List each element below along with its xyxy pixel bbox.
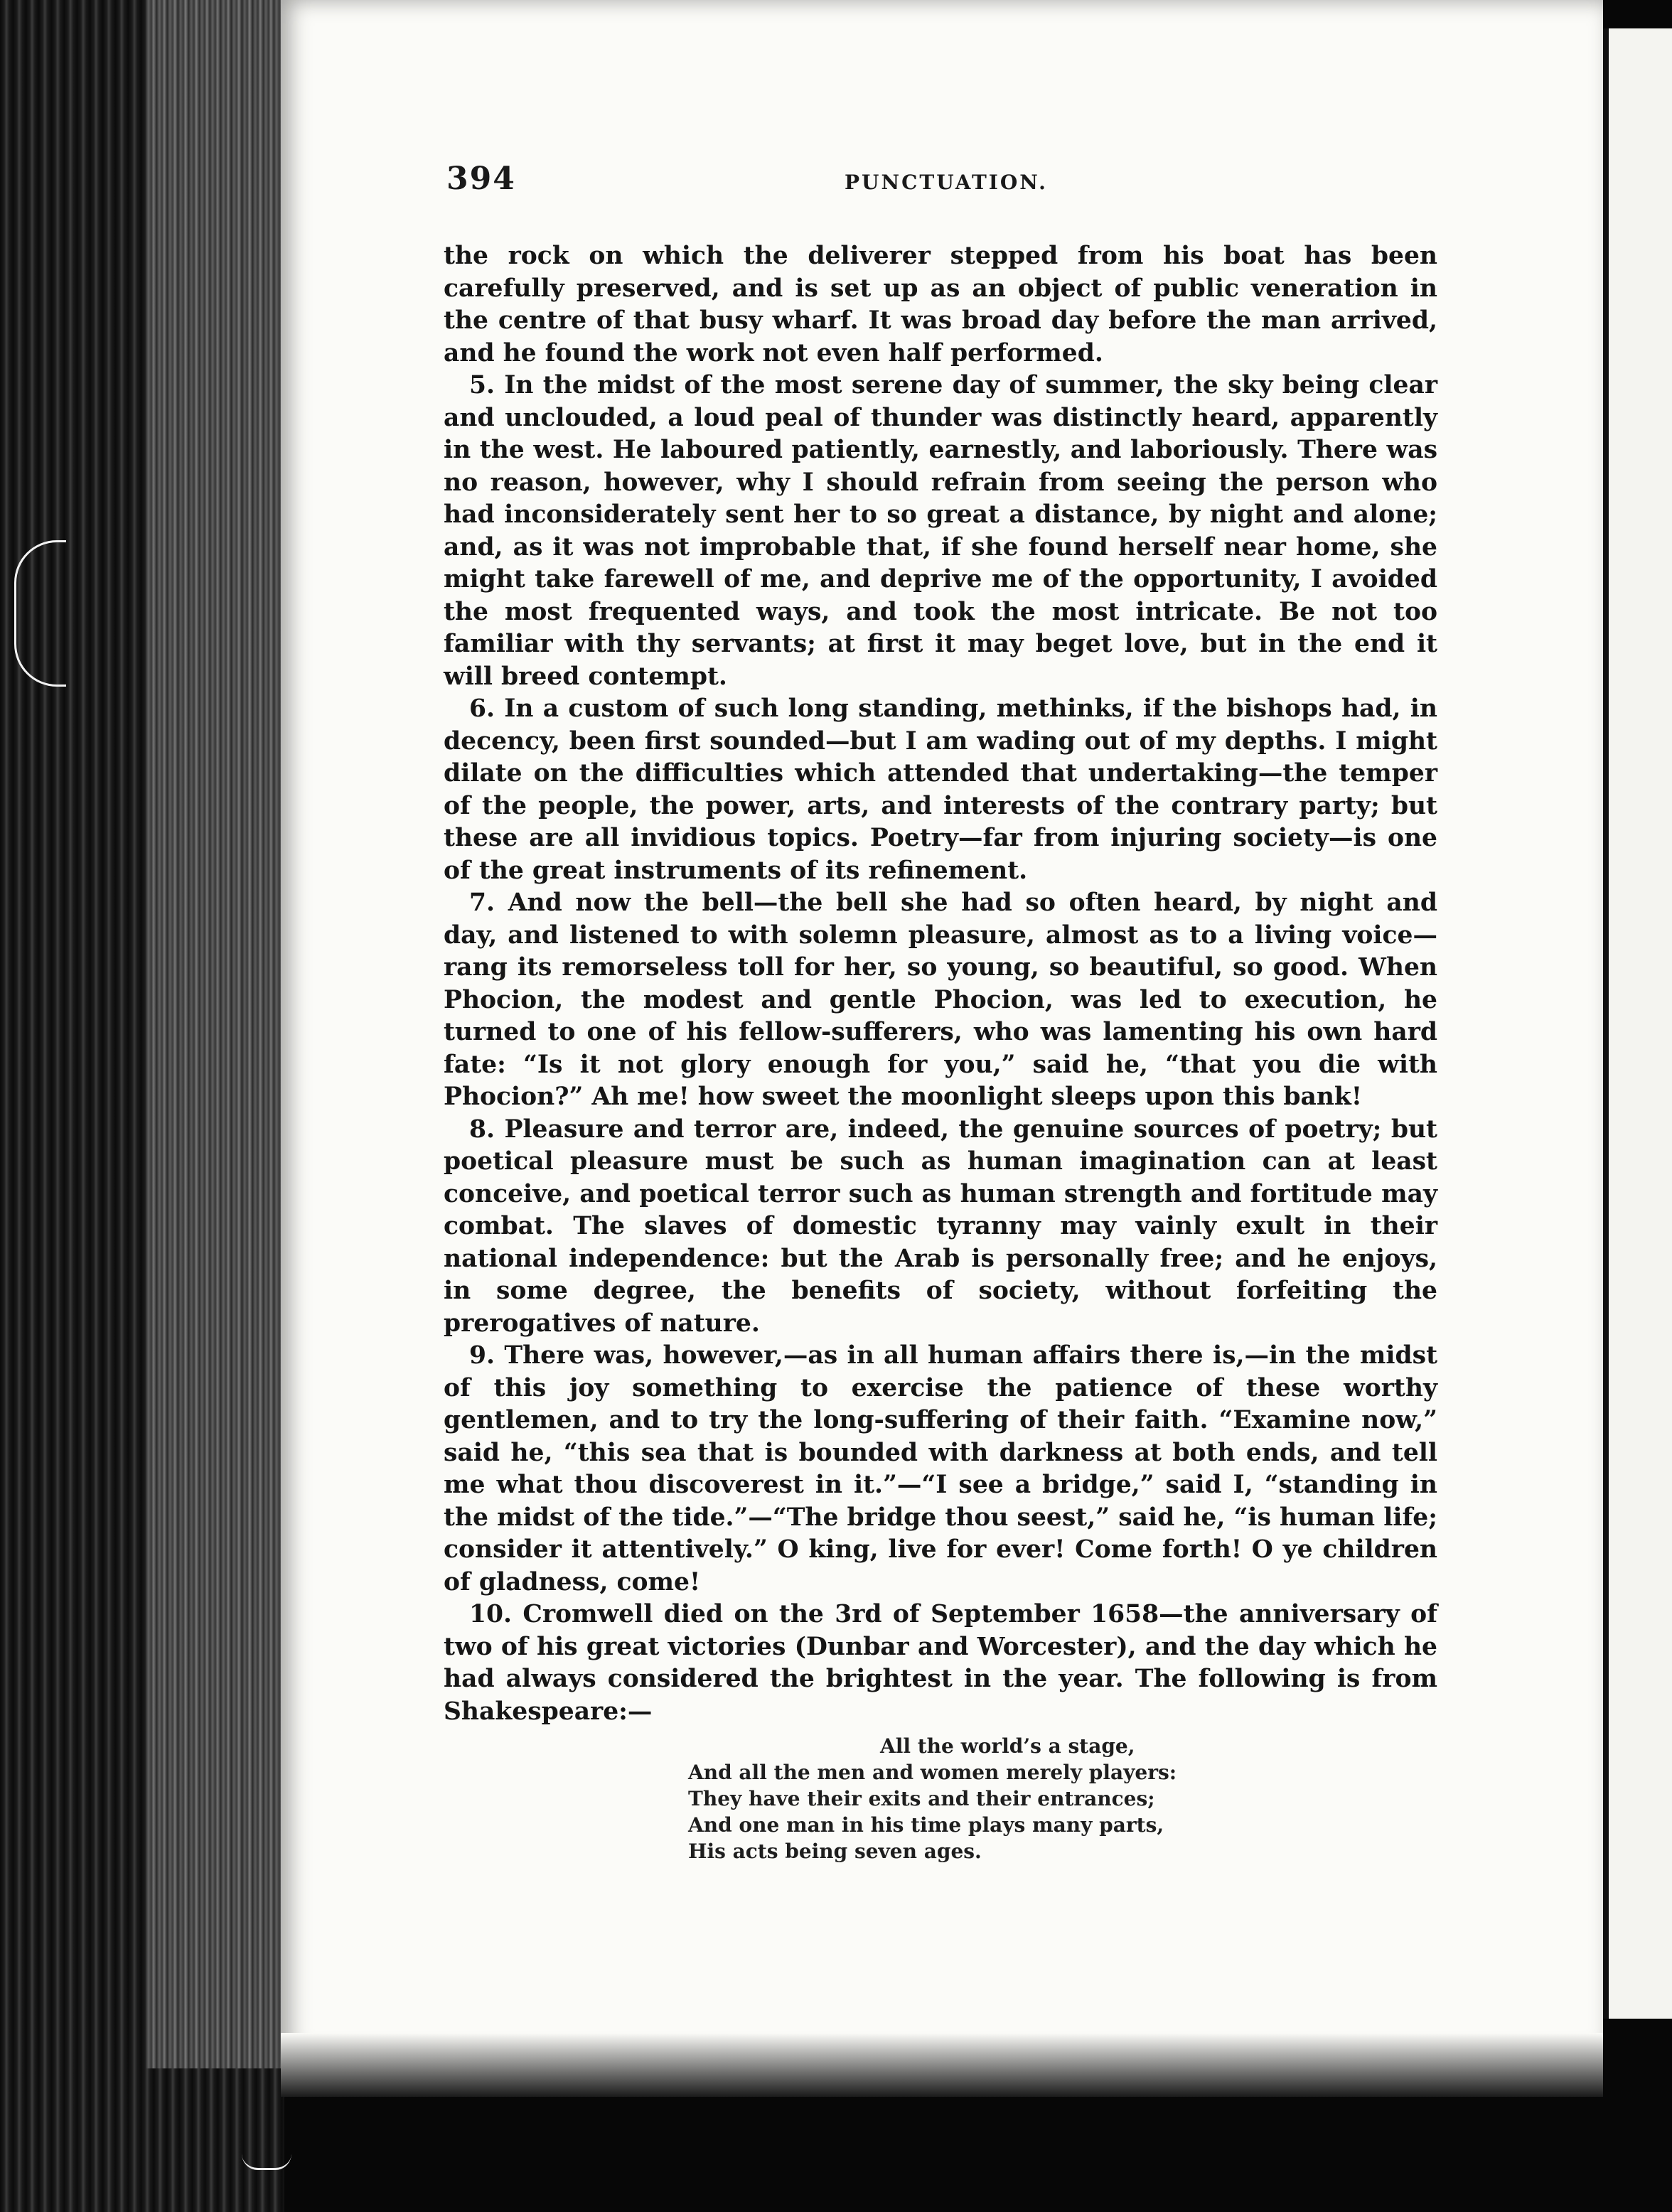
paragraph: [444, 693, 1437, 887]
paragraph-text: the rock on which the deliverer stepped from his boat has been carefully preserved, and is set up as an object of public veneration in the centre of that busy wharf. It was broad day before the man arrived, and he found the work not even half performed.: [444, 242, 1437, 367]
paragraph-number: 6.: [469, 694, 495, 723]
poem-line: And all the men and women merely players:: [688, 1761, 1177, 1784]
page-number: 394: [446, 161, 516, 197]
paragraph-text: And now the bell—the bell she had so often heard, by night and day, and listened to with solemn pleasure, almost as to a living voice—rang its remorseless toll for her, so young, so beautiful, so good. When Phocion, the modest and gentle Phocion, was led to execution, he turned to one of his fellow-sufferers, who was lamenting his own hard fate: “Is it not glory enough for you,” said he, “that you die with Phocion?” Ah me! how sweet the moonlight sleeps upon this bank!: [444, 888, 1437, 1111]
page-edges: [146, 0, 281, 2068]
paragraph: [444, 887, 1437, 1114]
poem-line: His acts being seven ages.: [688, 1840, 982, 1863]
page-title: PUNCTUATION.: [845, 171, 1048, 194]
paragraph-text: In the midst of the most serene day of summer, the sky being clear and unclouded, a loud peal of thunder was distinctly heard, apparently in the west. He laboured patiently, earnestly, and laboriously. There was no reason, however, why I should refrain from seeing the person who had inconsiderately sent her to so great a distance, by night and alone; and, as it was not improbable that, if she found herself near home, she might take farewell of me, and deprive me of the opportunity, I avoided the most frequented ways, and took the most intricate. Be not too familiar with thy servants; at first it may beget love, but in the end it will breed contempt.: [444, 371, 1437, 691]
running-head: [446, 161, 1442, 210]
paragraph-number: 5.: [469, 371, 495, 399]
paragraph: [444, 370, 1437, 693]
page-bottom-shadow: [281, 2033, 1603, 2097]
paragraph-text: Cromwell died on the 3rd of September 1658—the anniversary of two of his great victories (Dunbar and Worcester), and the day which he had always considered the brightest in the year. The following is from Shakespeare:—: [444, 1600, 1438, 1726]
paragraph-number: 8.: [469, 1115, 495, 1144]
poem-line: And one man in his time plays many parts,: [688, 1813, 1164, 1837]
paragraph: [444, 1340, 1437, 1599]
poem-line: They have their exits and their entrances;: [688, 1787, 1155, 1810]
margin-mark: [14, 540, 66, 687]
poem-quotation: [688, 1733, 1328, 1864]
right-page-border: [1603, 28, 1609, 2019]
paragraph-text: There was, however,—as in all human affairs there is,—in the midst of this joy something to exercise the patience of these worthy gentlemen, and to try the long-suffering of their faith. “Examine now,” said he, “this sea that is bounded with darkness at both ends, and tell me what thou discoverest in it.”—“I see a bridge,” said I, “standing in the midst of the tide.”—“The bridge thou seest,” said he, “is human life; consider it attentively.” O king, live for ever! Come forth! O ye children of gladness, come!: [444, 1341, 1438, 1596]
paragraph: [444, 1599, 1437, 1728]
body-text: [444, 240, 1437, 1728]
paragraph: [444, 1114, 1437, 1341]
paragraph-text: In a custom of such long standing, methinks, if the bishops had, in decency, been first sounded—but I am wading out of my depths. I might dilate on the difficulties which attended that undertaking—the temper of the people, the power, arts, and interests of the contrary party; but these are all invidious topics. Poetry—far from injuring society—is one of the great instruments of its refinement.: [444, 694, 1437, 885]
paragraph-number: 10.: [469, 1600, 513, 1628]
paragraph: [444, 240, 1437, 370]
paragraph-number: 9.: [469, 1341, 495, 1370]
paragraph-text: Pleasure and terror are, indeed, the genuine sources of poetry; but poetical pleasure must be such as human imagination can at least conceive, and poetical terror such as human strength and fortitude may combat. The slaves of domestic tyranny may vainly exult in their national independence: but the Arab is personally free; and he enjoys, in some degree, the benefits of society, without forfeiting the prerogatives of nature.: [444, 1115, 1437, 1338]
paragraph-number: 7.: [469, 888, 495, 917]
facing-page-edge: [1609, 28, 1672, 2019]
poem-line: All the world’s a stage,: [880, 1734, 1135, 1758]
